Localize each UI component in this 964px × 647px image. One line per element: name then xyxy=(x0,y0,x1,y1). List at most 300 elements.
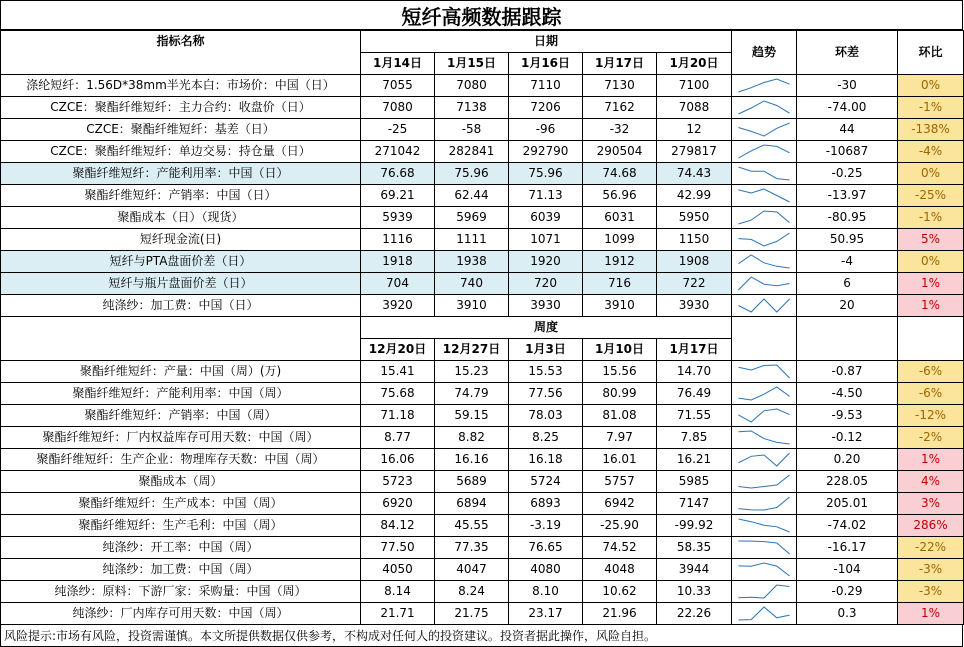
indicator-name: 聚酯成本（日）（现货） xyxy=(1,207,361,229)
value-cell: 15.56 xyxy=(583,361,657,383)
value-cell: 16.01 xyxy=(583,449,657,471)
value-cell: 21.71 xyxy=(361,603,435,625)
trend-sparkline xyxy=(732,295,796,316)
sparkline-path xyxy=(738,255,789,268)
trend-sparkline xyxy=(732,405,796,426)
value-cell: 84.12 xyxy=(361,515,435,537)
trend-cell xyxy=(732,515,797,537)
value-cell: 1150 xyxy=(657,229,732,251)
trend-cell xyxy=(732,207,797,229)
trend-cell xyxy=(732,405,797,427)
value-cell: 7.97 xyxy=(583,427,657,449)
ratio-cell: 4% xyxy=(898,471,964,493)
trend-sparkline xyxy=(732,75,796,96)
trend-cell xyxy=(732,493,797,515)
sparkline-path xyxy=(738,145,789,158)
indicator-name: 聚酯纤维短纤：厂内权益库存可用天数：中国（周） xyxy=(1,427,361,449)
sparkline-path xyxy=(738,563,789,576)
table-row xyxy=(1,405,964,427)
change-cell: -13.97 xyxy=(797,185,898,207)
daily-date-header: 1月15日 xyxy=(435,53,509,75)
value-cell: 16.21 xyxy=(657,449,732,471)
sparkline-path xyxy=(738,453,789,466)
table-row xyxy=(1,75,964,97)
value-cell: 5689 xyxy=(435,471,509,493)
change-cell: -10687 xyxy=(797,141,898,163)
value-cell: 74.68 xyxy=(583,163,657,185)
value-cell: 4047 xyxy=(435,559,509,581)
value-cell: 15.41 xyxy=(361,361,435,383)
value-cell: 77.56 xyxy=(509,383,583,405)
change-cell: 0.20 xyxy=(797,449,898,471)
value-cell: -99.92 xyxy=(657,515,732,537)
ratio-cell: -4% xyxy=(898,141,964,163)
table-row xyxy=(1,383,964,405)
trend-sparkline xyxy=(732,97,796,118)
indicator-name: CZCE：聚酯纤维短纤：单边交易：持仓量（日） xyxy=(1,141,361,163)
value-cell: 71.55 xyxy=(657,405,732,427)
value-cell: 722 xyxy=(657,273,732,295)
value-cell: 76.68 xyxy=(361,163,435,185)
trend-sparkline xyxy=(732,141,796,162)
value-cell: 6894 xyxy=(435,493,509,515)
value-cell: 8.24 xyxy=(435,581,509,603)
value-cell: 69.21 xyxy=(361,185,435,207)
value-cell: 71.13 xyxy=(509,185,583,207)
ratio-cell: 3% xyxy=(898,493,964,515)
ratio-cell: 1% xyxy=(898,603,964,625)
indicator-name: 涤纶短纤：1.56D*38mm半光本白：市场价：中国（日） xyxy=(1,75,361,97)
value-cell: 720 xyxy=(509,273,583,295)
table-row xyxy=(1,273,964,295)
trend-cell xyxy=(732,427,797,449)
value-cell: 23.17 xyxy=(509,603,583,625)
trend-cell xyxy=(732,471,797,493)
indicator-name: 聚酯纤维短纤：产量：中国（周）(万) xyxy=(1,361,361,383)
table-row xyxy=(1,427,964,449)
trend-cell xyxy=(732,449,797,471)
value-cell: 78.03 xyxy=(509,405,583,427)
trend-cell xyxy=(732,185,797,207)
blank-cell xyxy=(1,317,361,361)
table-row xyxy=(1,295,964,317)
ratio-cell: -2% xyxy=(898,427,964,449)
indicator-name: 纯涤纱：厂内库存可用天数：中国（周） xyxy=(1,603,361,625)
ratio-cell: 5% xyxy=(898,229,964,251)
change-cell: -9.53 xyxy=(797,405,898,427)
ratio-cell: 0% xyxy=(898,163,964,185)
value-cell: 7130 xyxy=(583,75,657,97)
daily-date-header: 1月14日 xyxy=(361,53,435,75)
blank-cell xyxy=(797,317,898,361)
indicator-name: 纯涤纱：开工率：中国（周） xyxy=(1,537,361,559)
table-row xyxy=(1,471,964,493)
value-cell: 4050 xyxy=(361,559,435,581)
table-row xyxy=(1,493,964,515)
change-cell: -74.00 xyxy=(797,97,898,119)
value-cell: 8.77 xyxy=(361,427,435,449)
value-cell: 16.18 xyxy=(509,449,583,471)
table-row xyxy=(1,251,964,273)
sparkline-path xyxy=(738,365,789,378)
ratio-cell: 1% xyxy=(898,295,964,317)
sparkline-path xyxy=(738,607,789,620)
trend-sparkline xyxy=(732,449,796,470)
value-cell: 282841 xyxy=(435,141,509,163)
ratio-cell: 1% xyxy=(898,273,964,295)
table-row xyxy=(1,515,964,537)
weekly-date-header: 12月20日 xyxy=(361,339,435,361)
sparkline-path xyxy=(738,299,789,312)
table-row xyxy=(1,163,964,185)
value-cell: 56.96 xyxy=(583,185,657,207)
table-row xyxy=(1,537,964,559)
value-cell: 74.43 xyxy=(657,163,732,185)
indicator-name: 聚酯成本（周） xyxy=(1,471,361,493)
value-cell: 21.75 xyxy=(435,603,509,625)
indicator-name: 聚酯纤维短纤：生产毛利：中国（周） xyxy=(1,515,361,537)
value-cell: 7.85 xyxy=(657,427,732,449)
weekly-header-row xyxy=(1,317,964,339)
trend-sparkline xyxy=(732,537,796,558)
value-cell: 1071 xyxy=(509,229,583,251)
value-cell: 75.96 xyxy=(509,163,583,185)
value-cell: 7080 xyxy=(361,97,435,119)
sheet-title: 短纤高频数据跟踪 xyxy=(0,0,963,30)
trend-cell xyxy=(732,163,797,185)
trend-sparkline xyxy=(732,515,796,536)
trend-cell xyxy=(732,273,797,295)
change-cell: 0.3 xyxy=(797,603,898,625)
indicator-name: 纯涤纱：原料：下游厂家：采购量：中国（周） xyxy=(1,581,361,603)
change-cell: -0.25 xyxy=(797,163,898,185)
value-cell: 15.53 xyxy=(509,361,583,383)
sparkline-path xyxy=(738,79,789,92)
value-cell: -25 xyxy=(361,119,435,141)
value-cell: 1116 xyxy=(361,229,435,251)
value-cell: 5950 xyxy=(657,207,732,229)
change-cell: -30 xyxy=(797,75,898,97)
table-row xyxy=(1,229,964,251)
ratio-cell: -1% xyxy=(898,97,964,119)
value-cell: 6039 xyxy=(509,207,583,229)
sparkline-path xyxy=(738,497,789,510)
value-cell: 76.65 xyxy=(509,537,583,559)
value-cell: 7055 xyxy=(361,75,435,97)
table-row xyxy=(1,185,964,207)
value-cell: 8.82 xyxy=(435,427,509,449)
value-cell: 5985 xyxy=(657,471,732,493)
value-cell: 75.68 xyxy=(361,383,435,405)
value-cell: 1912 xyxy=(583,251,657,273)
change-cell: -4.50 xyxy=(797,383,898,405)
trend-cell xyxy=(732,229,797,251)
sparkline-path xyxy=(738,189,789,202)
change-cell: -80.95 xyxy=(797,207,898,229)
change-cell: -104 xyxy=(797,559,898,581)
value-cell: 4080 xyxy=(509,559,583,581)
sparkline-path xyxy=(738,541,789,554)
ratio-cell: -25% xyxy=(898,185,964,207)
change-cell: 20 xyxy=(797,295,898,317)
value-cell: 5724 xyxy=(509,471,583,493)
value-cell: 1918 xyxy=(361,251,435,273)
trend-sparkline xyxy=(732,251,796,272)
value-cell: 74.52 xyxy=(583,537,657,559)
change-cell: 44 xyxy=(797,119,898,141)
value-cell: 74.79 xyxy=(435,383,509,405)
ratio-cell: -3% xyxy=(898,559,964,581)
change-header: 环差 xyxy=(797,31,898,75)
value-cell: 1111 xyxy=(435,229,509,251)
change-cell: -0.87 xyxy=(797,361,898,383)
change-cell: -0.29 xyxy=(797,581,898,603)
value-cell: 7088 xyxy=(657,97,732,119)
weekly-date-header: 1月10日 xyxy=(583,339,657,361)
value-cell: 7162 xyxy=(583,97,657,119)
value-cell: 77.50 xyxy=(361,537,435,559)
value-cell: 271042 xyxy=(361,141,435,163)
trend-cell xyxy=(732,559,797,581)
value-cell: 10.62 xyxy=(583,581,657,603)
indicator-name: 聚酯纤维短纤：生产成本：中国（周） xyxy=(1,493,361,515)
value-cell: 14.70 xyxy=(657,361,732,383)
change-cell: 228.05 xyxy=(797,471,898,493)
indicator-name: 纯涤纱：加工费：中国（日） xyxy=(1,295,361,317)
value-cell: -25.90 xyxy=(583,515,657,537)
table-row xyxy=(1,207,964,229)
value-cell: 279817 xyxy=(657,141,732,163)
value-cell: 62.44 xyxy=(435,185,509,207)
value-cell: 7100 xyxy=(657,75,732,97)
value-cell: -3.19 xyxy=(509,515,583,537)
value-cell: 7138 xyxy=(435,97,509,119)
trend-sparkline xyxy=(732,229,796,250)
value-cell: 58.35 xyxy=(657,537,732,559)
ratio-cell: -6% xyxy=(898,383,964,405)
trend-cell xyxy=(732,141,797,163)
indicator-name: CZCE：聚酯纤维短纤：基差（日） xyxy=(1,119,361,141)
value-cell: 740 xyxy=(435,273,509,295)
value-cell: 12 xyxy=(657,119,732,141)
trend-cell xyxy=(732,97,797,119)
weekly-group-header: 周度 xyxy=(361,317,732,339)
ratio-cell: -12% xyxy=(898,405,964,427)
value-cell: 3910 xyxy=(583,295,657,317)
value-cell: 292790 xyxy=(509,141,583,163)
trend-sparkline xyxy=(732,427,796,448)
value-cell: -58 xyxy=(435,119,509,141)
value-cell: 1908 xyxy=(657,251,732,273)
change-cell: 6 xyxy=(797,273,898,295)
sparkline-path xyxy=(738,101,789,114)
value-cell: 6031 xyxy=(583,207,657,229)
header-row xyxy=(1,31,964,53)
ratio-cell: 1% xyxy=(898,449,964,471)
value-cell: 16.16 xyxy=(435,449,509,471)
table-row xyxy=(1,141,964,163)
trend-sparkline xyxy=(732,383,796,404)
table-row xyxy=(1,97,964,119)
sparkline-path xyxy=(738,431,789,444)
value-cell: 6920 xyxy=(361,493,435,515)
ratio-cell: 0% xyxy=(898,75,964,97)
value-cell: 5939 xyxy=(361,207,435,229)
weekly-date-header: 1月3日 xyxy=(509,339,583,361)
value-cell: 1920 xyxy=(509,251,583,273)
trend-sparkline xyxy=(732,185,796,206)
trend-cell xyxy=(732,361,797,383)
trend-cell xyxy=(732,119,797,141)
table-row xyxy=(1,581,964,603)
trend-sparkline xyxy=(732,471,796,492)
weekly-date-header: 1月17日 xyxy=(657,339,732,361)
table-row xyxy=(1,603,964,625)
sparkline-path xyxy=(738,167,789,180)
value-cell: 290504 xyxy=(583,141,657,163)
value-cell: 4048 xyxy=(583,559,657,581)
value-cell: 3910 xyxy=(435,295,509,317)
sparkline-path xyxy=(738,519,789,532)
value-cell: 21.96 xyxy=(583,603,657,625)
blank-cell xyxy=(732,317,797,361)
daily-date-header: 1月20日 xyxy=(657,53,732,75)
trend-sparkline xyxy=(732,273,796,294)
weekly-date-header: 12月27日 xyxy=(435,339,509,361)
daily-group-header: 日期 xyxy=(361,31,732,53)
trend-cell xyxy=(732,75,797,97)
change-cell: -74.02 xyxy=(797,515,898,537)
value-cell: 22.26 xyxy=(657,603,732,625)
indicator-name: CZCE：聚酯纤维短纤：主力合约：收盘价（日） xyxy=(1,97,361,119)
value-cell: 77.35 xyxy=(435,537,509,559)
ratio-cell: 0% xyxy=(898,251,964,273)
value-cell: 75.96 xyxy=(435,163,509,185)
indicator-name: 短纤与瓶片盘面价差（日） xyxy=(1,273,361,295)
trend-sparkline xyxy=(732,163,796,184)
sparkline-path xyxy=(738,585,789,598)
trend-sparkline xyxy=(732,207,796,228)
change-cell: 50.95 xyxy=(797,229,898,251)
table-row xyxy=(1,449,964,471)
value-cell: 3920 xyxy=(361,295,435,317)
daily-date-header: 1月17日 xyxy=(583,53,657,75)
indicator-name: 聚酯纤维短纤：生产企业：物理库存天数：中国（周） xyxy=(1,449,361,471)
indicator-name: 聚酯纤维短纤：产销率：中国（周） xyxy=(1,405,361,427)
ratio-cell: -1% xyxy=(898,207,964,229)
value-cell: 8.25 xyxy=(509,427,583,449)
ratio-cell: -22% xyxy=(898,537,964,559)
trend-cell xyxy=(732,603,797,625)
change-cell: -4 xyxy=(797,251,898,273)
value-cell: 59.15 xyxy=(435,405,509,427)
value-cell: 716 xyxy=(583,273,657,295)
value-cell: 45.55 xyxy=(435,515,509,537)
ratio-cell: -6% xyxy=(898,361,964,383)
value-cell: 7206 xyxy=(509,97,583,119)
value-cell: 5757 xyxy=(583,471,657,493)
indicator-name: 短纤现金流(日) xyxy=(1,229,361,251)
sparkline-path xyxy=(738,387,789,400)
trend-sparkline xyxy=(732,493,796,514)
indicator-name: 聚酯纤维短纤：产销率：中国（日） xyxy=(1,185,361,207)
value-cell: 1099 xyxy=(583,229,657,251)
value-cell: 704 xyxy=(361,273,435,295)
value-cell: 5723 xyxy=(361,471,435,493)
trend-cell xyxy=(732,383,797,405)
risk-disclaimer: 风险提示:市场有风险，投资需谨慎。本文所提供数据仅供参考，不构成对任何人的投资建议。投资者据此操作，风险自担。 xyxy=(0,625,963,647)
value-cell: -32 xyxy=(583,119,657,141)
trend-cell xyxy=(732,537,797,559)
value-cell: 6893 xyxy=(509,493,583,515)
change-cell: 205.01 xyxy=(797,493,898,515)
indicator-header: 指标名称 xyxy=(1,31,361,75)
sparkline-path xyxy=(738,233,789,246)
table-row xyxy=(1,559,964,581)
trend-cell xyxy=(732,295,797,317)
table-row xyxy=(1,361,964,383)
indicator-name: 纯涤纱：加工费：中国（周） xyxy=(1,559,361,581)
change-cell: -16.17 xyxy=(797,537,898,559)
indicator-name: 聚酯纤维短纤：产能利用率：中国（日） xyxy=(1,163,361,185)
ratio-header: 环比 xyxy=(898,31,964,75)
value-cell: 3930 xyxy=(657,295,732,317)
value-cell: 7147 xyxy=(657,493,732,515)
value-cell: 10.33 xyxy=(657,581,732,603)
daily-date-header: 1月16日 xyxy=(509,53,583,75)
value-cell: 7110 xyxy=(509,75,583,97)
blank-cell xyxy=(898,317,964,361)
value-cell: 15.23 xyxy=(435,361,509,383)
value-cell: 8.14 xyxy=(361,581,435,603)
trend-sparkline xyxy=(732,119,796,140)
sparkline-path xyxy=(738,211,789,224)
trend-sparkline xyxy=(732,581,796,602)
sparkline-path xyxy=(738,409,789,422)
value-cell: 3944 xyxy=(657,559,732,581)
value-cell: 76.49 xyxy=(657,383,732,405)
value-cell: 80.99 xyxy=(583,383,657,405)
value-cell: -96 xyxy=(509,119,583,141)
indicator-name: 短纤与PTA盘面价差（日） xyxy=(1,251,361,273)
sparkline-path xyxy=(738,123,789,136)
sparkline-path xyxy=(738,277,789,290)
ratio-cell: -3% xyxy=(898,581,964,603)
trend-sparkline xyxy=(732,559,796,580)
value-cell: 16.06 xyxy=(361,449,435,471)
trend-sparkline xyxy=(732,361,796,382)
change-cell: -0.12 xyxy=(797,427,898,449)
value-cell: 7080 xyxy=(435,75,509,97)
value-cell: 81.08 xyxy=(583,405,657,427)
value-cell: 3930 xyxy=(509,295,583,317)
trend-header: 趋势 xyxy=(732,31,797,75)
value-cell: 42.99 xyxy=(657,185,732,207)
value-cell: 8.10 xyxy=(509,581,583,603)
data-table xyxy=(0,30,964,625)
value-cell: 5969 xyxy=(435,207,509,229)
trend-sparkline xyxy=(732,603,796,624)
value-cell: 71.18 xyxy=(361,405,435,427)
value-cell: 6942 xyxy=(583,493,657,515)
indicator-name: 聚酯纤维短纤：产能利用率：中国（周） xyxy=(1,383,361,405)
table-row xyxy=(1,119,964,141)
sparkline-path xyxy=(738,475,789,488)
ratio-cell: -138% xyxy=(898,119,964,141)
value-cell: 1938 xyxy=(435,251,509,273)
trend-cell xyxy=(732,251,797,273)
ratio-cell: 286% xyxy=(898,515,964,537)
